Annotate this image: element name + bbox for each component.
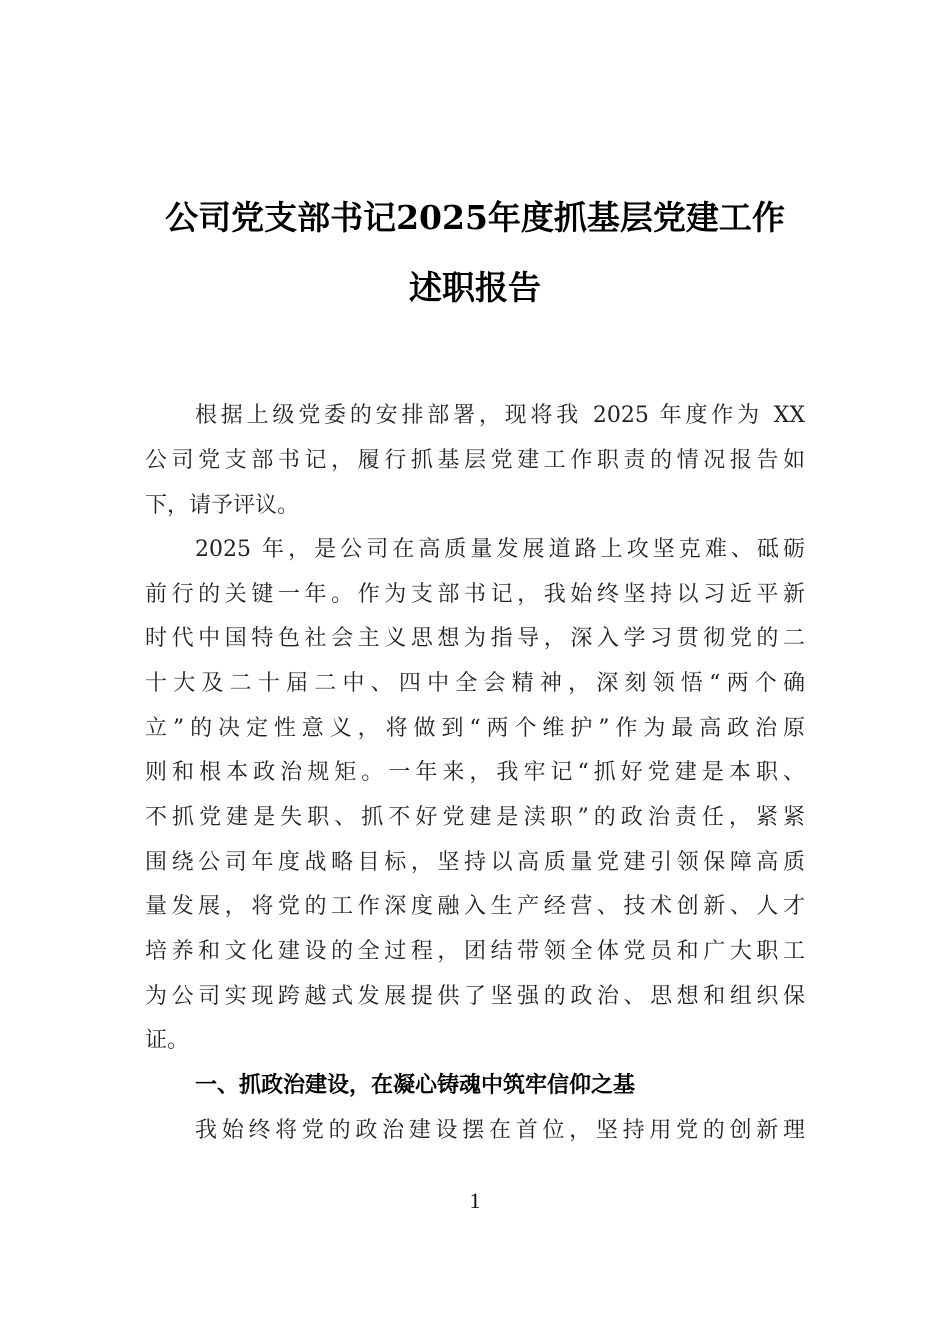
paragraph-2-line-2: 前行的关键一年。作为支部书记，我始终坚持以习近平新 <box>145 582 805 607</box>
document-title-line-2: 述职报告 <box>409 268 541 307</box>
paragraph-2-line-12: 证。 <box>145 1028 190 1053</box>
paragraph-1-line-2: 公司党支部书记，履行抓基层党建工作职责的情况报告如 <box>145 448 805 473</box>
document-title-line-1: 公司党支部书记2025年度抓基层党建工作 <box>165 198 785 237</box>
paragraph-2-line-5: 立”的决定性意义，将做到“两个维护”作为最高政治原 <box>145 716 805 741</box>
paragraph-2-line-1: 2025 年，是公司在高质量发展道路上攻坚克难、砥砺 <box>195 537 805 562</box>
paragraph-2-line-9: 量发展，将党的工作深度融入生产经营、技术创新、人才 <box>145 894 805 919</box>
paragraph-2-line-8: 围绕公司年度战略目标，坚持以高质量党建引领保障高质 <box>145 850 805 875</box>
section-heading: 一、抓政治建设，在凝心铸魂中筑牢信仰之基 <box>195 1073 636 1098</box>
section-paragraph-line-1: 我始终将党的政治建设摆在首位，坚持用党的创新理 <box>195 1118 805 1143</box>
paragraph-2-line-4: 十大及二十届二中、四中全会精神，深刻领悟“两个确 <box>145 671 805 696</box>
paragraph-2-line-11: 为公司实现跨越式发展提供了坚强的政治、思想和组织保 <box>145 984 805 1009</box>
paragraph-2-line-7: 不抓党建是失职、抓不好党建是渎职”的政治责任，紧紧 <box>145 805 805 830</box>
paragraph-2-line-6: 则和根本政治规矩。一年来，我牢记“抓好党建是本职、 <box>145 760 805 785</box>
paragraph-2-line-3: 时代中国特色社会主义思想为指导，深入学习贯彻党的二 <box>145 626 805 651</box>
paragraph-1-line-1: 根据上级党委的安排部署，现将我 2025 年度作为 XX <box>195 403 805 428</box>
paragraph-2-line-10: 培养和文化建设的全过程，团结带领全体党员和广大职工 <box>145 939 805 964</box>
page-number: 1 <box>469 1188 481 1213</box>
paragraph-1-line-3: 下，请予评议。 <box>145 493 300 518</box>
